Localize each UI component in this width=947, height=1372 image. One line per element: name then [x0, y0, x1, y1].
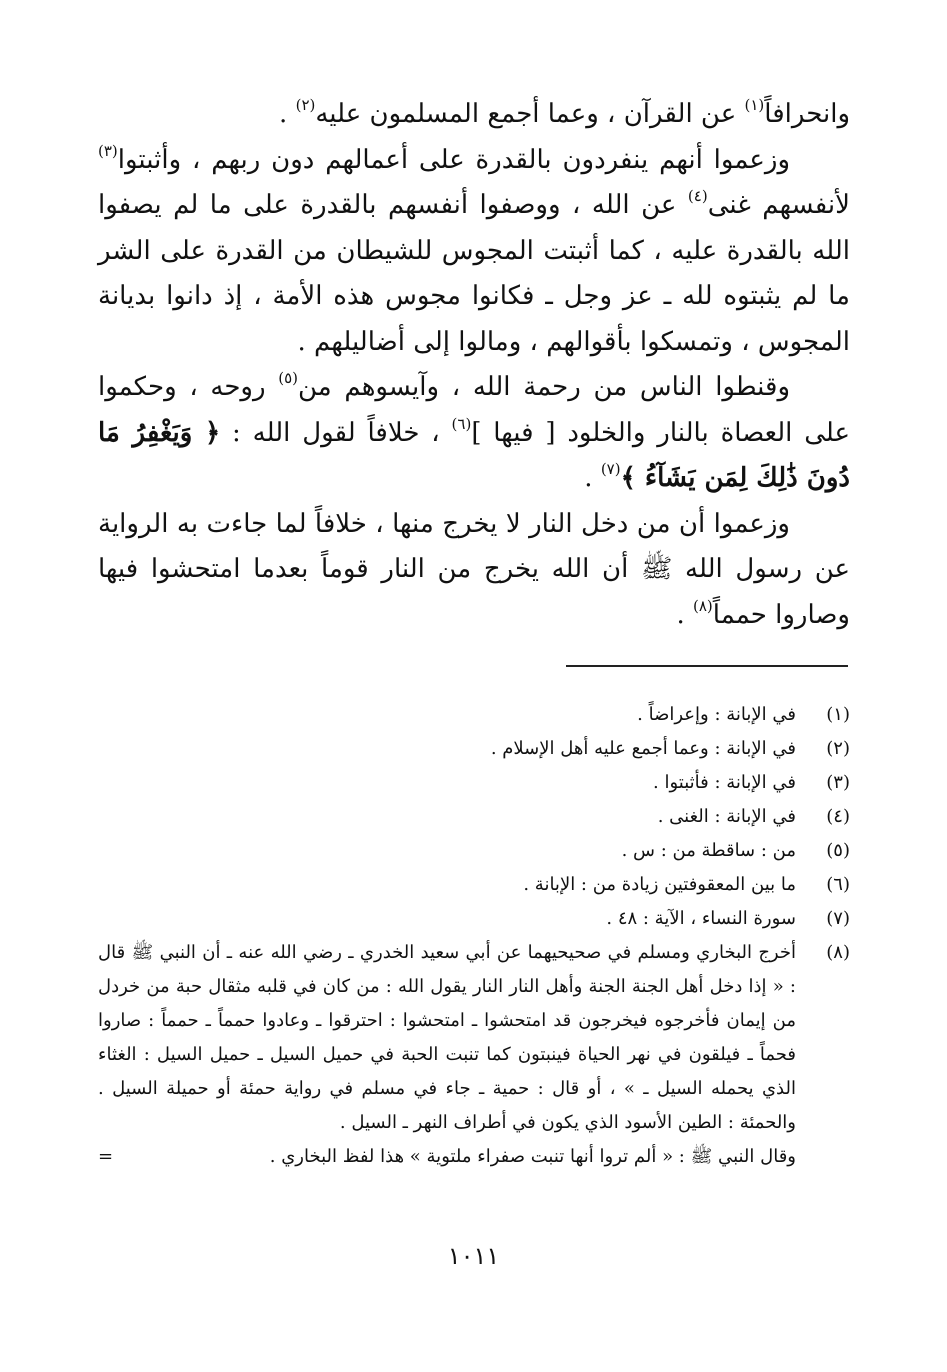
footnote-text: سورة النساء ، الآية : ٤٨ .	[606, 908, 796, 929]
footnote-ref-6[interactable]: (٦)	[451, 414, 472, 433]
footnote-number: (٢)	[826, 738, 850, 759]
footnote-text: أخرج البخاري ومسلم في صحيحيهما عن أبي سعيد الخدري ـ رضي الله عنه ـ أن النبي ﷺ قال : « إذا دخل أهل الجنة الجنة وأهل النار النار يقول الله : من كان في قلبه مثقال حبة من خردل من إيمان فأخرجوه فيخرجون قد امتحشوا ـ امتحشوا : احترقوا ـ وعادوا حمماً ـ حمماً : صاروا فحماً ـ فيلقون في نهر الحياة فينبتون كما تنبت الحبة في حميل السيل ـ حميل السيل : الغثاء الذي يحمله السيل ـ » ، أو قال : حمية ـ جاء في مسلم في رواية حمئة أو حميلة السيل . والحمئة : الطين الأسود الذي يكون في أطراف النهر ـ السيل .	[98, 942, 796, 1133]
footnote-5	[98, 834, 850, 868]
text-run: .	[279, 99, 296, 129]
footnote-number: (٥)	[826, 840, 850, 861]
continuation-mark: =	[98, 1146, 114, 1167]
text-run: روحه ، وحكموا على العصاة بالنار والخلود [ فيها ]	[98, 372, 850, 448]
footnote-4	[98, 800, 850, 834]
footnote-number: (٣)	[826, 772, 850, 793]
paragraph-4	[98, 502, 850, 639]
footnote-text: من : ساقطة من : س .	[621, 840, 796, 861]
footnote-text: ما بين المعقوفتين زيادة من : الإبانة .	[523, 874, 796, 895]
footnote-6	[98, 868, 850, 902]
main-text	[98, 92, 850, 638]
footnote-text: في الإبانة : وإعراضاً .	[637, 704, 796, 725]
footnote-divider	[566, 665, 848, 667]
footnote-ref-4[interactable]: (٤)	[687, 187, 708, 205]
paragraph-2	[98, 138, 850, 366]
text-run: لأنفسهم غنى	[707, 190, 850, 220]
footnote-3	[98, 766, 850, 800]
footnote-2	[98, 732, 850, 766]
footnotes	[98, 698, 850, 1174]
paragraph-1	[98, 92, 850, 138]
footnote-number: (٤)	[826, 806, 850, 827]
footnote-number: (٦)	[826, 874, 850, 895]
page-number: ١٠١١	[447, 1242, 500, 1270]
footnote-ref-2[interactable]: (٢)	[295, 96, 316, 114]
footnote-number: (١)	[826, 704, 850, 725]
text-run: ، خلافاً لقول الله :	[220, 417, 452, 448]
footnote-text: في الإبانة : فأثبتوا .	[653, 772, 796, 793]
paragraph-3	[98, 365, 850, 502]
text-run: .	[676, 599, 693, 630]
text-run: وزعموا أنهم ينفردون بالقدرة على أعمالهم دون ربهم ، وأثبتوا	[117, 144, 790, 175]
text-run: عن القرآن ، وعما أجمع المسلمون عليه	[315, 99, 745, 129]
footnote-1	[98, 698, 850, 732]
footnote-ref-7[interactable]: (٧)	[600, 460, 621, 478]
footnote-text: في الإبانة : وعما أجمع عليه أهل الإسلام .	[490, 738, 796, 759]
footnote-ref-5[interactable]: (٥)	[278, 369, 299, 387]
footnote-text: في الإبانة : الغنى .	[657, 806, 796, 827]
footnote-ref-3[interactable]: (٣)	[98, 141, 118, 160]
footnote-ref-8[interactable]: (٨)	[693, 596, 713, 615]
footnote-8-continuation	[98, 1140, 850, 1174]
footnote-number: (٨)	[826, 942, 850, 963]
footnote-text: وقال النبي ﷺ : « ألم تروا أنها تنبت صفراء ملتوية » هذا لفظ البخاري .	[269, 1146, 796, 1167]
text-run: وزعموا أن من دخل النار لا يخرج منها ، خلافاً لما جاءت به الرواية عن رسول الله ﷺ أن الله يخرج من النار قوماً بعدما امتحشوا فيها وصاروا حمماً	[98, 508, 850, 630]
footnote-8	[98, 936, 850, 1140]
footnote-number: (٧)	[826, 908, 850, 929]
text-run: وانحرافاً	[764, 99, 850, 129]
text-run: .	[584, 463, 601, 493]
footnote-7	[98, 902, 850, 936]
text-run: وقنطوا الناس من رحمة الله ، وآيسوهم من	[298, 372, 791, 402]
text-run: عن الله ، ووصفوا أنفسهم بالقدرة على ما لم يصفوا الله بالقدرة عليه ، كما أثبتت المجوس للشيطان من القدرة على الشر ما لم يثبتوه لله ـ عز وجل ـ فكانوا مجوس هذه الأمة ، إذ دانوا بديانة المجوس ، وتمسكوا بأقوالهم ، ومالوا إلى أضاليلهم .	[98, 190, 850, 357]
footnote-ref-1[interactable]: (١)	[744, 96, 765, 114]
quran-verse: ﴿ وَيَغْفِرُ مَا دُونَ ذَٰلِكَ لِمَن يَشَآءُ ﴾	[98, 417, 850, 493]
